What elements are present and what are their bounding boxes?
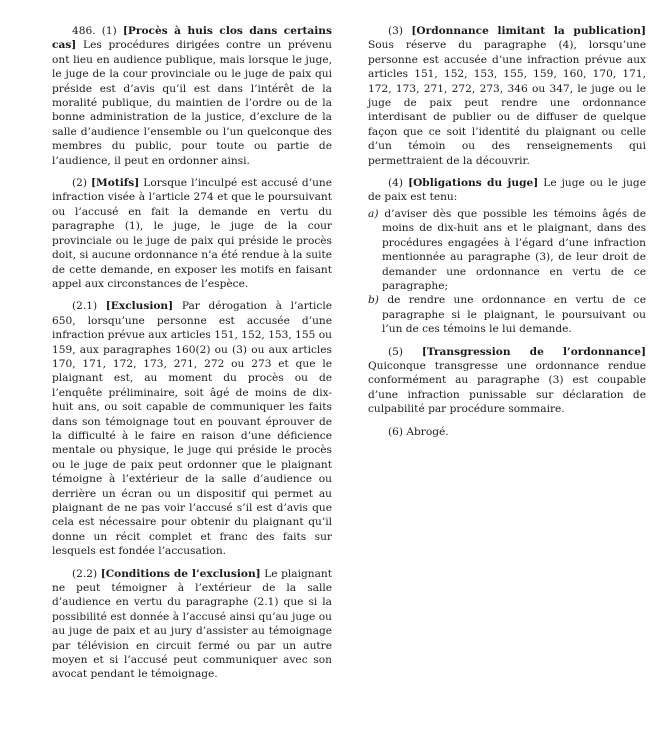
subsection-2-2-number: (2.2) (72, 567, 101, 580)
subsection-2-heading: [Motifs] (91, 177, 140, 190)
paragraph-b-label: b) (368, 294, 379, 307)
subsection-3-number: (3) (388, 25, 412, 37)
subsection-2-2 (52, 567, 332, 682)
subsection-2-1-number: (2.1) (72, 300, 106, 313)
left-column (52, 24, 332, 690)
subsection-6 (368, 425, 646, 439)
subsection-2-1-heading: [Exclusion] (105, 300, 174, 313)
paragraph-b (368, 293, 646, 336)
subsection-3-heading: [Ordonnance limitant la publication] (411, 25, 646, 37)
subsection-5 (368, 345, 646, 417)
subsection-5-text: Quiconque transgresse une ordonnance rendue conformément au paragraphe (3) est coupable d’une infraction punissable sur déclaration de culpabilité par procédure sommaire. (368, 359, 646, 416)
subsection-2-number: (2) (72, 177, 92, 190)
subsection-2-1 (52, 299, 332, 558)
paragraph-a-label: a) (368, 207, 379, 220)
subsection-4 (368, 176, 646, 336)
subsection-2-text: Lorsque l’inculpé est accusé d’une infraction visée à l’article 274 et que le poursuivant ou l’accusé en fait la demande en vertu du paragraphe (1), le juge, le juge de la cour provinciale ou le juge de paix qui préside le procès doit, si aucune ordonnance n’a été rendue à la suite de cette demande, en exposer les motifs en faisant appel aux circonstances de l’espèce. (52, 177, 332, 290)
subsection-2 (52, 176, 332, 291)
subsection-4-number: (4) (388, 177, 409, 190)
section-486-1 (52, 24, 332, 168)
subsection-6-text: Abrogé. (406, 425, 449, 438)
subsection-4-text: Le juge ou le juge de paix est tenu: (368, 177, 646, 204)
subsection-2-1-text: Par dérogation à l’article 650, lorsqu’une personne est accusée d’une infraction prévue aux articles 151, 152, 153, 155 ou 159, aux paragraphes 160(2) ou (3) ou aux articles 170, 171, 172, 173, 271, 272 ou 273 et que le plaignant est, au moment du procès ou de l’enquête préliminaire, soit âgé de moins de dix-huit ans, ou soit capable de communiquer les faits dans son témoignage tout en pouvant éprouver de la difficulté à le faire en raison d’une déficience mentale ou physique, le juge qui préside le procès ou le juge de paix peut ordonner que le plaignant témoigne à l’extérieur de la salle d’audience ou derrière un écran ou un dispositif qui permet au plaignant de ne pas voir l’accusé s’il est d’avis que cela est nécessaire pour obtenir du plaignant qu’il donne un récit complet et franc des faits sur lesquels est fondée l’accusation. (52, 300, 332, 558)
subsection-2-2-heading: [Conditions de l’exclusion] (100, 567, 261, 580)
paragraph-a (368, 207, 646, 293)
section-486-1-heading: [Procès à huis clos dans certains cas] (52, 25, 332, 52)
subsection-2-2-text: Le plaignant ne peut témoigner à l’extérieur de la salle d’audience en vertu du paragraphe (2.1) que si la possibilité est donnée à l’accusé ainsi qu’au juge ou au juge de paix et au jury d’assister au témoignage par télévision en circuit fermé ou par un autre moyen et si l’accusé peut communiquer avec son avocat pendant le témoignage. (52, 567, 332, 681)
section-486-1-text: Les procédures dirigées contre un prévenu ont lieu en audience publique, mais lorsque le juge, le juge de la cour provinciale ou le juge de paix qui préside est d’avis qu’il est dans l’intérêt de la moralité publique, du maintien de l’ordre ou de la bonne administration de la justice, d’exclure de la salle d’audience l’ensemble ou l’un quelconque des membres du public, pour toute ou partie de l’audience, il peut en ordonner ainsi. (52, 39, 332, 167)
subsection-4-heading: [Obligations du juge] (408, 177, 539, 190)
subsection-4-intro (368, 176, 646, 205)
paragraph-a-text: d’aviser dès que possible les témoins âgés de moins de dix-huit ans et le plaignant, dans des procédures engagées à l’égard d’une infraction mentionnée au paragraphe (3), de leur droit de demander une ordonnance en vertu de ce paragraphe; (378, 207, 646, 292)
subsection-6-number: (6) (388, 425, 407, 438)
section-486-1-number: 486. (1) (72, 25, 123, 37)
subsection-3-text: Sous réserve du paragraphe (4), lorsqu’une personne est accusée d’une infraction prévue aux articles 151, 152, 153, 155, 159, 160, 170, 171, 172, 173, 271, 272, 273, 346 ou 347, le juge ou le juge de paix peut rendre une ordonnance interdisant de publier ou de diffuser de quelque façon que ce soit l’identité du plaignant ou celle d’un témoin ou des renseignements qui permettraient de la découvrir. (368, 39, 646, 167)
subsection-5-heading: [Transgression de l’ordonnance] (421, 345, 646, 358)
subsection-5-number: (5) (388, 345, 422, 358)
paragraph-b-text: de rendre une ordonnance en vertu de ce paragraphe si le plaignant, le poursuivant ou l’un de ces témoins le lui demande. (378, 294, 646, 336)
right-column (368, 24, 646, 447)
subsection-3 (368, 24, 646, 168)
